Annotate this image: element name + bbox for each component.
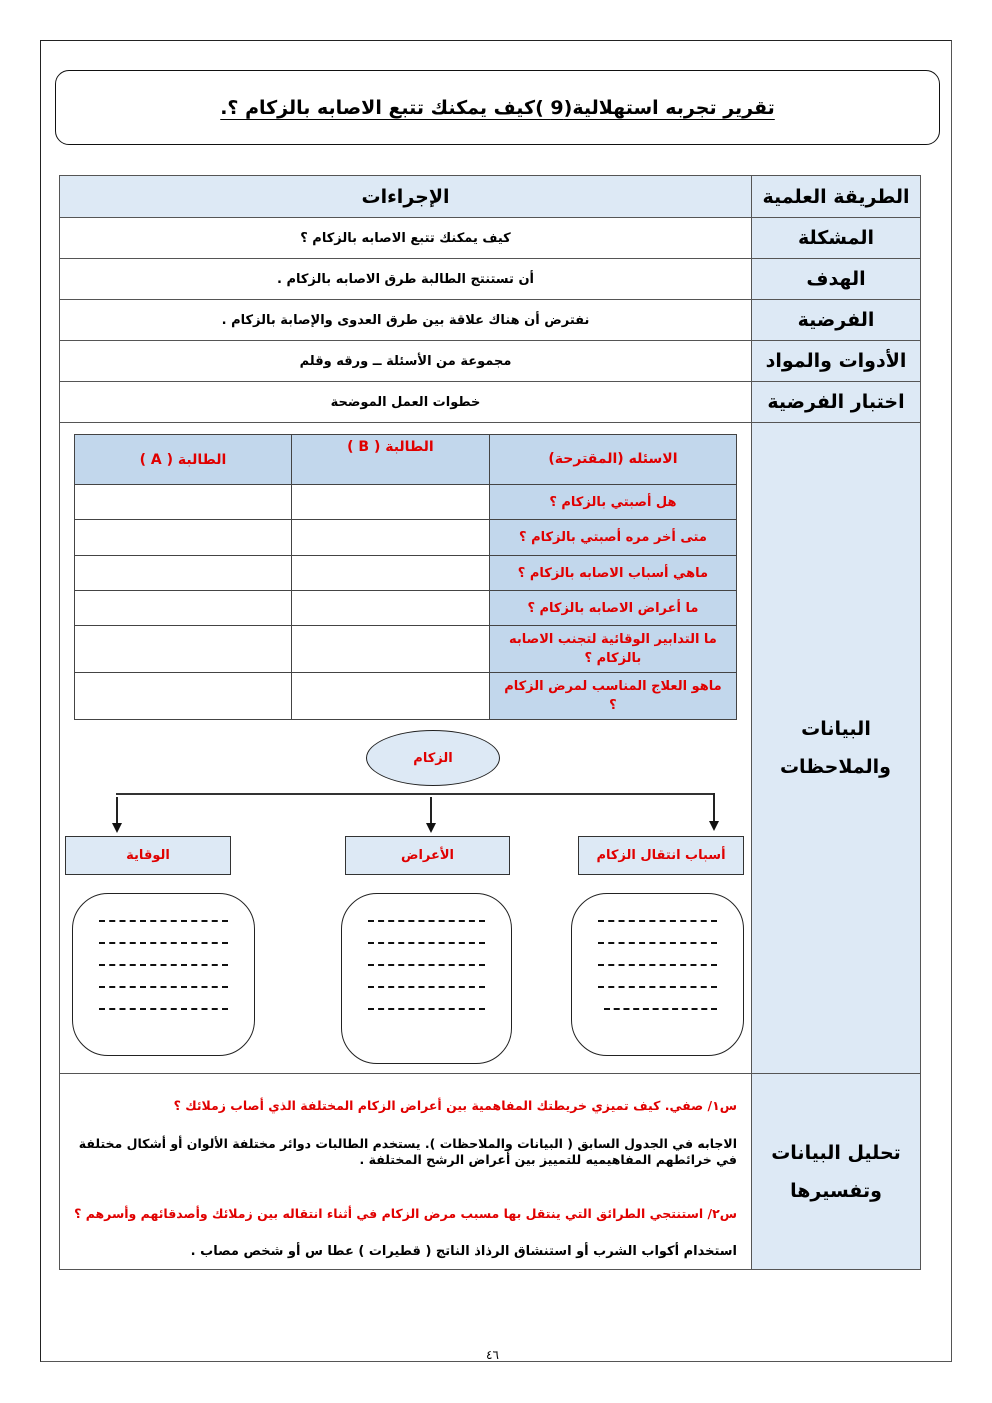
branch-label: الأعراض [400,848,455,863]
row-value-test: خطوات العمل الموضحة [60,382,752,423]
student-a-answer[interactable] [75,556,292,591]
table-row [60,300,921,341]
answer-line [99,942,228,944]
survey-header-questions: الاسئله (المقترحة) [489,435,736,485]
row-value-materials: مجموعة من الأسئلة ــ ورقه وقلم [60,341,752,382]
student-a-answer[interactable] [75,485,292,520]
connector-line [116,793,714,795]
header-method-label: الطريقة العلمية [752,176,921,218]
table-row [60,341,921,382]
question-2: س٢/ استنتجي الطرائق التي ينتقل بها مسبب مرض الزكام في أثناء انتقاله بين زملائك وأصدقائهم وأسرهم ؟ [74,1206,737,1221]
row-label-materials: الأدوات والمواد [752,341,921,382]
student-a-answer[interactable] [75,626,292,673]
analysis-cell [60,1074,752,1270]
row-label-data [752,423,921,1074]
survey-question: ما التدابير الوقائية لتجنب الاصابه بالزكام ؟ [489,626,736,673]
answer-line [598,942,717,944]
scientific-method-table [59,175,921,1270]
answer-line [99,986,228,988]
survey-table [74,434,737,720]
center-label: الزكام [413,750,453,766]
student-a-answer[interactable] [75,520,292,556]
branch-prevention-box [65,836,231,875]
student-a-answer[interactable] [75,591,292,626]
answer-line [598,964,717,966]
data-observations-label: البيانات والملاحظات [779,718,891,778]
header-procedures-label: الإجراءات [60,176,752,218]
row-value-goal: أن تستنتج الطالبة طرق الاصابه بالزكام . [60,259,752,300]
row-label-test: اختبار الفرضية [752,382,921,423]
row-value-problem: كيف يمكنك تتبع الاصابه بالزكام ؟ [60,218,752,259]
survey-row [75,485,737,520]
page-title: تقرير تجربه استهلالية(9 )كيف يمكنك تتبع الاصابه بالزكام ؟. [220,96,775,119]
survey-row [75,626,737,673]
survey-row [75,591,737,626]
analysis-label: تحليل البيانات وتفسيرها [771,1141,901,1202]
student-b-answer[interactable] [291,591,489,626]
branch-label: الوقاية [126,848,170,863]
answer-line [368,964,485,966]
branch-label: أسباب انتقال الزكام [596,848,726,863]
survey-question: متى أخر مره أصبتي بالزكام ؟ [489,520,736,556]
answer-line [598,986,717,988]
survey-question: هل أصبتي بالزكام ؟ [489,485,736,520]
arrow-down-icon [426,823,436,833]
student-b-answer[interactable] [291,556,489,591]
survey-row [75,673,737,720]
table-row [60,382,921,423]
data-observations-cell [60,423,752,1074]
survey-header-student-a: الطالبة ( A ) [75,435,292,485]
answer-line [368,920,485,922]
row-label-problem: المشكلة [752,218,921,259]
answer-line [368,986,485,988]
answer-2: استخدام أكواب الشرب أو استنشاق الرذاذ الناتج ( قطيرات ) عطا س أو شخص مصاب . [190,1244,737,1259]
survey-question: ماهي أسباب الاصابه بالزكام ؟ [489,556,736,591]
answer-line [604,1008,717,1010]
answer-line [368,1008,485,1010]
analysis-row [60,1074,921,1270]
survey-row [75,556,737,591]
answer-line [99,964,228,966]
row-label-hypothesis: الفرضية [752,300,921,341]
data-observations-row [60,423,921,1074]
survey-question: ماهو العلاج المناسب لمرض الزكام ؟ [489,673,736,720]
arrow-down-icon [112,823,122,833]
page-number: ٤٦ [486,1348,499,1362]
causes-notes-box[interactable] [571,893,744,1056]
table-row [60,259,921,300]
table-header-row [60,176,921,218]
answer-line [99,920,228,922]
row-label-analysis [752,1074,921,1270]
title-box [55,70,940,145]
survey-question: ما أعراض الاصابه بالزكام ؟ [489,591,736,626]
answer-line [99,1008,228,1010]
connector-line [116,797,118,825]
table-row [60,218,921,259]
row-label-goal: الهدف [752,259,921,300]
prevention-notes-box[interactable] [72,893,255,1056]
row-value-hypothesis: نفترض أن هناك علاقة بين طرق العدوى والإصابة بالزكام . [60,300,752,341]
survey-row [75,520,737,556]
answer-line [368,942,485,944]
student-b-answer[interactable] [291,626,489,673]
student-a-answer[interactable] [75,673,292,720]
survey-header-row [75,435,737,485]
connector-line [713,793,715,823]
student-b-answer[interactable] [291,673,489,720]
student-b-answer[interactable] [291,520,489,556]
arrow-down-icon [709,821,719,831]
symptoms-notes-box[interactable] [341,893,512,1064]
connector-line [430,797,432,825]
branch-symptoms-box [345,836,510,875]
question-1: س١/ صفي. كيف تميزي خريطتك المفاهمية بين أعراض الزكام المختلفة الذي أصاب زملائك ؟ [173,1098,737,1113]
answer-line [598,920,717,922]
branch-causes-box [578,836,744,875]
student-b-answer[interactable] [291,485,489,520]
answer-1: الاجابه في الجدول السابق ( البيانات والملاحظات ). يستخدم الطالبات دوائر مختلفة الألوان أو أشكال مختلفة في خرائطهم المفاهيميه للتمييز بين أعراض الرشح المختلفة . [78,1136,737,1167]
concept-map-center [366,730,500,786]
survey-header-student-b: الطالبة ( B ) [291,435,489,485]
